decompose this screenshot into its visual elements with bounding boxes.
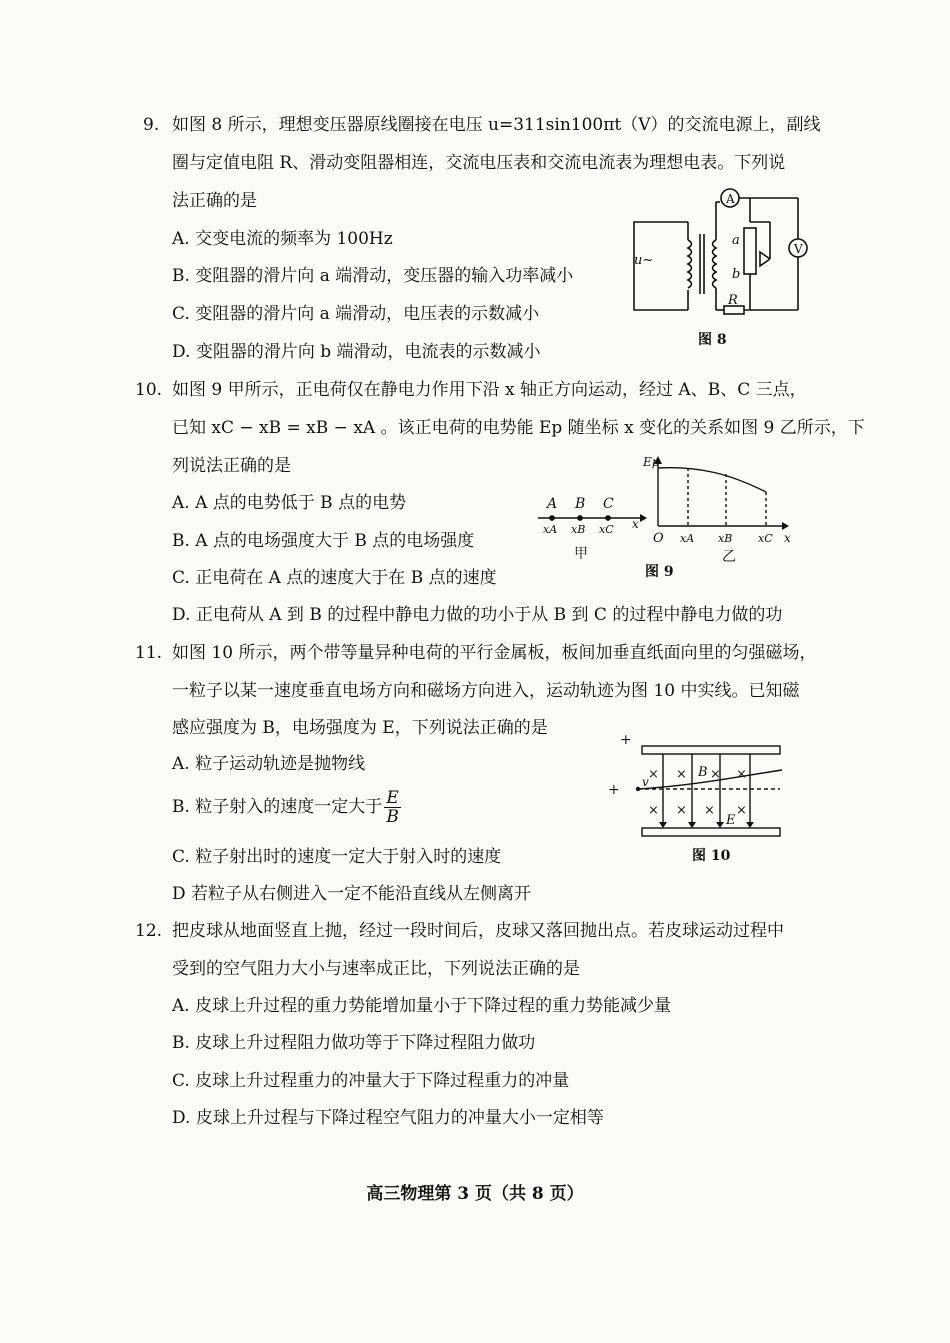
cross-mark: × bbox=[648, 803, 659, 818]
xc-label: xC bbox=[599, 523, 614, 536]
cross-mark: × bbox=[710, 767, 721, 782]
xb-label: xB bbox=[571, 523, 586, 536]
x-axis-label: x bbox=[632, 517, 639, 531]
question-text-line: 如图 10 所示，两个带等量异种电荷的平行金属板，板间加垂直纸面向里的匀强磁场， bbox=[172, 643, 817, 663]
option-b bbox=[172, 789, 403, 826]
xa-tick-label: xA bbox=[680, 532, 695, 545]
point-c-label: C bbox=[603, 496, 614, 512]
xb-tick-label: xB bbox=[718, 532, 733, 545]
option-a: A. 交变电流的频率为 100Hz bbox=[172, 229, 393, 249]
question-text-line: 圈与定值电阻 R、滑动变阻器相连，交流电压表和交流电流表为理想电表。下列说 bbox=[172, 153, 786, 173]
option-b: B. 皮球上升过程阻力做功等于下降过程阻力做功 bbox=[172, 1033, 536, 1053]
option-c: C. 变阻器的滑片向 a 端滑动，电压表的示数减小 bbox=[172, 304, 540, 324]
option-a: A. 粒子运动轨迹是抛物线 bbox=[172, 754, 366, 774]
figure-8-transformer-circuit bbox=[620, 184, 830, 354]
question-text-line: 已知 xC − xB = xB − xA 。该正电荷的电势能 Ep 随坐标 x 变化的关系如图 9 乙所示，下 bbox=[172, 418, 865, 438]
option-c: C. 正电荷在 A 点的速度大于在 B 点的速度 bbox=[172, 568, 497, 588]
figure-caption: 图 9 bbox=[645, 564, 674, 580]
option-c: C. 皮球上升过程重力的冲量大于下降过程重力的冲量 bbox=[172, 1071, 570, 1091]
figure-caption: 图 8 bbox=[698, 332, 727, 348]
option-a: A. A 点的电势低于 B 点的电势 bbox=[172, 493, 407, 513]
question-number: 10. bbox=[135, 380, 163, 400]
e-field-label: E bbox=[726, 813, 736, 828]
question-text-line: 把皮球从地面竖直上抛，经过一段时间后，皮球又落回抛出点。若皮球运动过程中 bbox=[172, 921, 784, 941]
ep-axis-label: Ep bbox=[643, 455, 660, 469]
question-text-line: 感应强度为 B，电场强度为 E，下列说法正确的是 bbox=[172, 718, 548, 738]
figure-caption: 图 10 bbox=[692, 848, 731, 864]
cross-mark: × bbox=[704, 803, 715, 818]
xa-label: xA bbox=[543, 523, 558, 536]
voltmeter-label: V bbox=[794, 242, 803, 256]
x-axis-label: x bbox=[784, 531, 791, 545]
resistor-label: R bbox=[728, 293, 738, 308]
plus-sign: + bbox=[620, 732, 632, 748]
option-d: D 若粒子从右侧进入一定不能沿直线从左侧离开 bbox=[172, 884, 532, 904]
point-a-label: A bbox=[547, 496, 558, 512]
cross-mark: × bbox=[676, 767, 687, 782]
terminal-b-label: b bbox=[732, 267, 741, 282]
option-b: B. 变阻器的滑片向 a 端滑动，变压器的输入功率减小 bbox=[172, 266, 574, 286]
option-b-text: B. 粒子射入的速度一定大于 bbox=[172, 797, 383, 817]
option-d: D. 变阻器的滑片向 b 端滑动，电流表的示数减小 bbox=[172, 342, 541, 362]
question-text-line: 列说法正确的是 bbox=[172, 456, 291, 476]
option-b: B. A 点的电场强度大于 B 点的电场强度 bbox=[172, 531, 475, 551]
origin-label: O bbox=[653, 531, 664, 546]
subfigure-jia: 甲 bbox=[574, 546, 588, 562]
b-field-label: B bbox=[698, 765, 708, 780]
option-d: D. 正电荷从 A 到 B 的过程中静电力做的功小于从 B 到 C 的过程中静电力做的功 bbox=[172, 605, 783, 625]
question-text-line: 如图 8 所示，理想变压器原线圈接在电压 u=311sin100πt（V）的交流电源上，副线 bbox=[172, 115, 821, 135]
question-number: 9. bbox=[143, 115, 160, 135]
subfigure-yi: 乙 bbox=[722, 549, 736, 565]
point-b-label: B bbox=[575, 496, 586, 512]
option-a: A. 皮球上升过程的重力势能增加量小于下降过程的重力势能减少量 bbox=[172, 996, 672, 1016]
question-text-line: 一粒子以某一速度垂直电场方向和磁场方向进入，运动轨迹为图 10 中实线。已知磁 bbox=[172, 681, 800, 701]
source-label: u~ bbox=[634, 253, 654, 268]
question-number: 11. bbox=[135, 643, 163, 663]
cross-mark: × bbox=[648, 767, 659, 782]
figure-10 bbox=[600, 726, 800, 866]
option-d: D. 皮球上升过程与下降过程空气阻力的冲量大小一定相等 bbox=[172, 1108, 604, 1128]
cross-mark: × bbox=[676, 803, 687, 818]
question-number: 12. bbox=[135, 921, 163, 941]
figure-9 bbox=[530, 448, 800, 583]
cross-mark: × bbox=[736, 767, 747, 782]
ammeter-label: A bbox=[726, 192, 735, 206]
cross-mark: × bbox=[736, 803, 747, 818]
question-text-line: 法正确的是 bbox=[172, 191, 257, 211]
terminal-a-label: a bbox=[732, 233, 740, 248]
option-c: C. 粒子射出时的速度一定大于射入时的速度 bbox=[172, 847, 502, 867]
xc-tick-label: xC bbox=[758, 532, 773, 545]
plus-sign: + bbox=[608, 782, 620, 798]
page-footer: 高三物理第 3 页（共 8 页） bbox=[366, 1184, 584, 1204]
question-text-line: 如图 9 甲所示，正电荷仅在静电力作用下沿 x 轴正方向运动，经过 A、B、C 三点， bbox=[172, 380, 807, 400]
question-text-line: 受到的空气阻力大小与速率成正比，下列说法正确的是 bbox=[172, 959, 580, 979]
velocity-label: v bbox=[642, 775, 649, 789]
fraction-e-over-b: $\frac{E}{B}$ bbox=[386, 788, 399, 827]
